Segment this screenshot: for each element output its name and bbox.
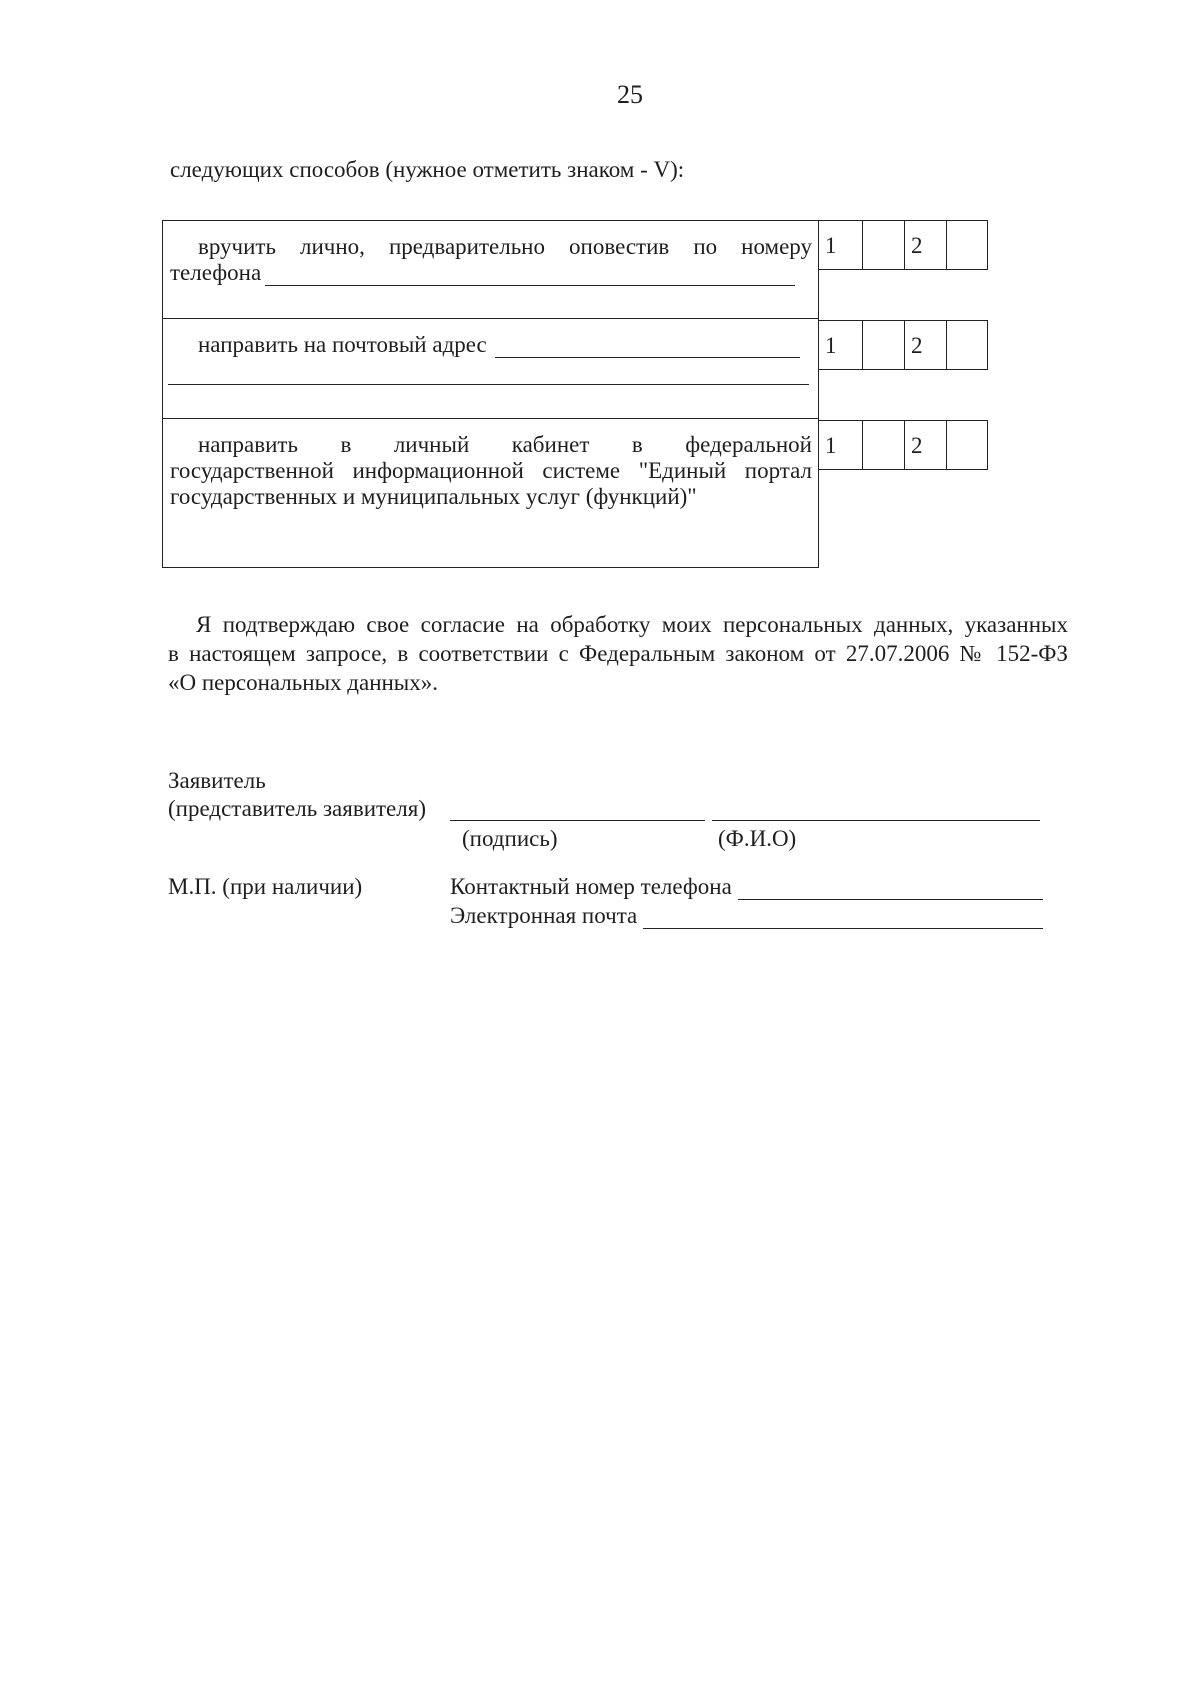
option-1-choice-1: 1	[825, 233, 837, 258]
option-1-line1: вручить лично, предварительно оповестив по номеру	[198, 234, 812, 259]
option-2-line1: направить на почтовый адрес	[198, 332, 487, 357]
option-3-choice-1-label-cell	[819, 421, 863, 469]
option-3-choice-box	[818, 420, 988, 470]
option-2-choice-1-label-cell	[819, 321, 863, 369]
option-2-choice-box	[818, 320, 988, 370]
option-3-choice-2-label-cell	[905, 421, 947, 469]
row-divider	[162, 418, 819, 419]
intro-text: следующих способов (нужное отметить знаком - V):	[170, 157, 685, 182]
option-3-checkbox-1[interactable]	[863, 421, 905, 469]
email-label: Электронная почта	[450, 903, 638, 928]
signature-caption: (подпись)	[462, 826, 558, 851]
option-1-choice-2: 2	[911, 233, 923, 258]
option-2-checkbox-2[interactable]	[947, 321, 987, 369]
phone-input-line[interactable]	[738, 877, 1043, 900]
page-number: 25	[617, 80, 643, 109]
option-2-choice-2: 2	[911, 333, 923, 358]
option-1-choice-2-label-cell	[905, 221, 947, 269]
option-2-text	[198, 332, 800, 358]
option-3-line3: государственных и муниципальных услуг (функций)"	[170, 484, 697, 509]
option-3-choice-2: 2	[911, 433, 923, 458]
option-1-checkbox-1[interactable]	[863, 221, 905, 269]
applicant-label: Заявитель	[168, 768, 266, 793]
consent-line2: в настоящем запросе, в соответствии с Федеральным законом от 27.07.2006 № 152-ФЗ	[168, 641, 1068, 666]
option-2-choice-2-label-cell	[905, 321, 947, 369]
option-3-checkbox-2[interactable]	[947, 421, 987, 469]
full-name-caption: (Ф.И.О)	[718, 826, 797, 851]
email-input-line[interactable]	[643, 906, 1043, 929]
consent-line1: Я подтверждаю свое согласие на обработку моих персональных данных, указанных	[196, 612, 1068, 637]
option-1-line2: телефона	[170, 260, 262, 285]
signature-line[interactable]	[450, 820, 705, 821]
consent-line3: «О персональных данных».	[168, 670, 439, 695]
address-fill-line-1[interactable]	[495, 335, 800, 358]
representative-label: (представитель заявителя)	[168, 796, 426, 821]
option-1-text	[170, 234, 812, 286]
full-name-line[interactable]	[712, 820, 1040, 821]
phone-fill-line[interactable]	[265, 263, 795, 286]
option-2-choice-1: 1	[825, 333, 837, 358]
address-fill-line-2[interactable]	[168, 364, 809, 385]
phone-label: Контактный номер телефона	[450, 874, 732, 899]
option-3-line2: государственной информационной системе "Единый портал	[170, 458, 812, 483]
phone-row	[450, 874, 1043, 900]
seal-label: М.П. (при наличии)	[168, 874, 363, 899]
consent-paragraph	[168, 610, 1068, 697]
option-3-text	[170, 432, 812, 510]
option-1-checkbox-2[interactable]	[947, 221, 987, 269]
option-3-line1: направить в личный кабинет в федеральной	[198, 432, 812, 457]
option-3-choice-1: 1	[825, 433, 837, 458]
email-row	[450, 903, 1043, 929]
option-1-choice-box	[818, 220, 988, 270]
row-divider	[162, 318, 819, 319]
option-1-choice-1-label-cell	[819, 221, 863, 269]
option-2-checkbox-1[interactable]	[863, 321, 905, 369]
